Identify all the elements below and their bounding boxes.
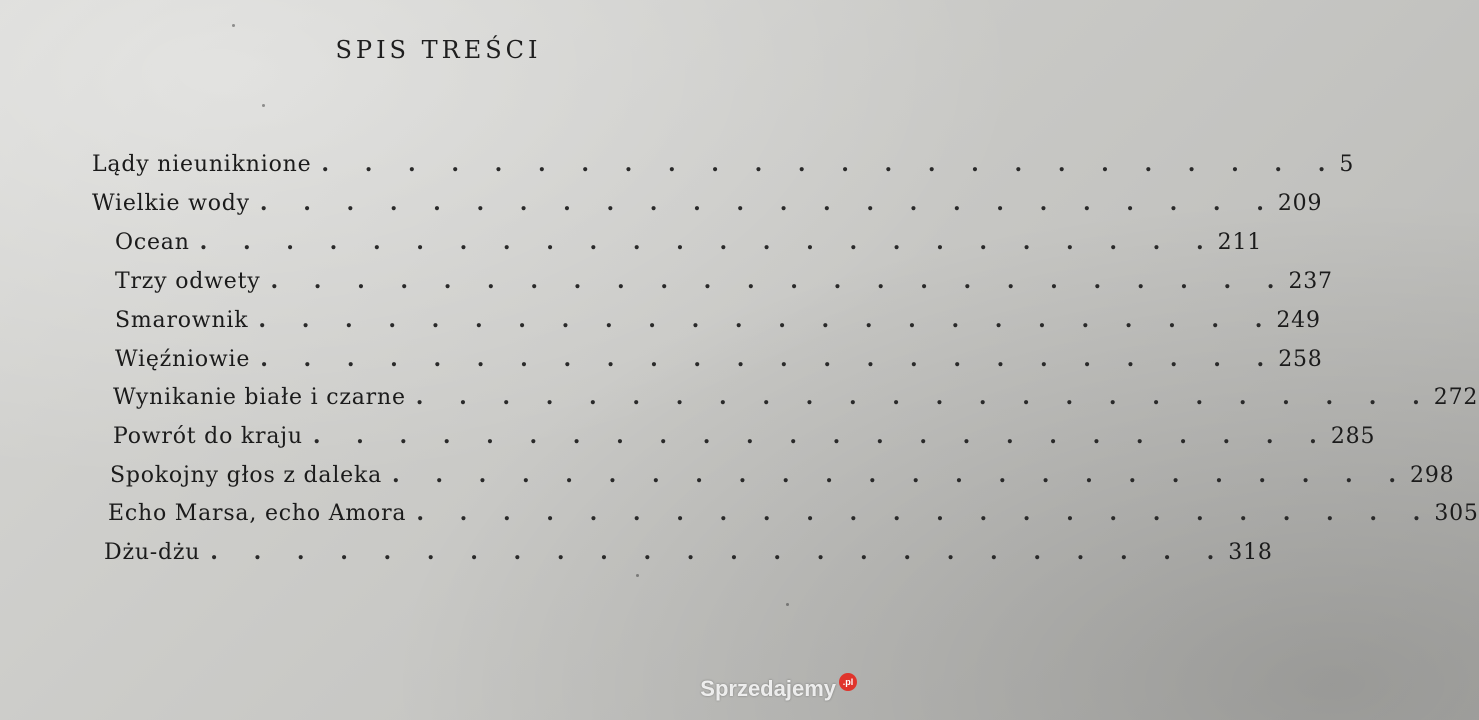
toc-entry [92,148,1355,180]
toc-entry-page: 249 [1276,307,1321,333]
toc-entry [110,459,1455,491]
toc-leader-dots: . . . . . . . . . . . . . . . . . . . . . . . . [415,384,1434,410]
toc-leader-dots: . . . . . . . . . . . . . . . . . . . . . . . . [258,307,1277,333]
toc-entry-label: Więźniowie [115,346,251,372]
toc-leader-dots: . . . . . . . . . . . . . . . . . . . . . . . . [210,539,1229,565]
toc-leader-dots: . . . . . . . . . . . . . . . . . . . . . . . . [270,268,1289,294]
toc-entry-label: Trzy odwety [115,268,261,294]
paper-speck [232,24,235,27]
toc-entry-page: 298 [1410,462,1455,488]
toc-leader-dots: . . . . . . . . . . . . . . . . . . . . . . . . [416,500,1435,526]
site-watermark [700,676,857,702]
paper-speck [262,104,265,107]
toc-entry-page: 5 [1339,151,1355,177]
toc-entry [104,536,1273,568]
watermark-badge: .pl [839,673,857,691]
toc-entry [115,265,1333,297]
toc-leader-dots: . . . . . . . . . . . . . . . . . . . . . . . . [259,190,1278,216]
toc-entry-page: 272 [1433,384,1479,410]
toc-entry [115,304,1321,336]
toc-entry-label: Smarownik [115,307,249,333]
toc-leader-dots: . . . . . . . . . . . . . . . . . . . . . . . . [260,346,1279,372]
toc-entry [108,497,1479,529]
toc-entry-page: 258 [1278,346,1323,372]
toc-entry-label: Echo Marsa, echo Amora [108,500,407,526]
toc-entry-label: Wynikanie białe i czarne [113,384,406,410]
toc-leader-dots: . . . . . . . . . . . . . . . . . . . . . . . . [312,423,1331,449]
toc-entry-page: 318 [1228,539,1273,565]
toc-entry-page: 211 [1217,229,1263,255]
toc-entry-label: Wielkie wody [92,190,250,216]
toc-entry [115,226,1263,258]
paper-speck [636,574,639,577]
toc-entry [113,381,1479,413]
toc-entry-label: Lądy nieuniknione [92,151,312,177]
toc-leader-dots: . . . . . . . . . . . . . . . . . . . . . . . . [392,462,1411,488]
toc-entry-label: Spokojny głos z daleka [110,462,383,488]
toc-entry-label: Powrót do kraju [113,423,303,449]
toc-entry-label: Ocean [115,229,190,255]
paper-speck [786,603,789,606]
watermark-text: Sprzedajemy [700,676,836,701]
toc-entry [113,420,1376,452]
toc-entry [92,187,1323,219]
toc-entry-label: Dżu-dżu [104,539,201,565]
toc-entry-page: 285 [1330,423,1376,449]
toc-entry [115,343,1323,375]
toc-entry-page: 209 [1277,190,1323,216]
toc-leader-dots: . . . . . . . . . . . . . . . . . . . . . . . . [199,229,1218,255]
toc-entry-page: 305 [1434,500,1479,526]
toc-leader-dots: . . . . . . . . . . . . . . . . . . . . . . . . [321,151,1340,177]
page-title: SPIS TREŚCI [335,36,542,64]
toc-entry-page: 237 [1288,268,1333,294]
